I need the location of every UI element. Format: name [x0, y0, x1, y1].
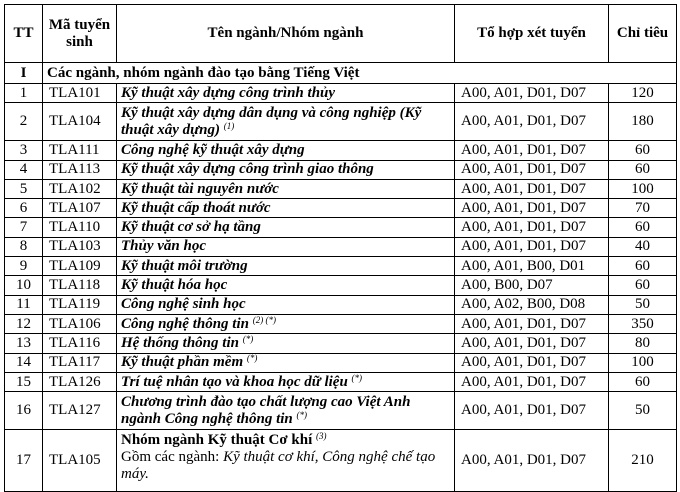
row-name-text: Kỹ thuật xây dựng dân dụng và công nghiệp (Kỹ thuật xây dựng) — [121, 104, 422, 138]
row-footnote-mark: (2) (*) — [252, 314, 276, 325]
table-row — [5, 218, 677, 237]
row-footnote-mark: (*) — [296, 409, 307, 420]
table-row — [5, 392, 677, 430]
row-name-text: Công nghệ thông tin — [121, 315, 249, 332]
row-number: 10 — [5, 276, 43, 295]
table-row — [5, 257, 677, 276]
row-name — [117, 295, 455, 314]
header-row — [5, 5, 677, 63]
table-row — [5, 295, 677, 314]
row-footnote-mark: (*) — [351, 372, 363, 383]
row-footnote-mark: (3) — [316, 431, 327, 442]
row-name — [117, 334, 455, 353]
row-name — [117, 392, 455, 430]
row-number: 11 — [5, 295, 43, 314]
row-quota: 100 — [609, 179, 677, 198]
row-combo: A00, A01, D01, D07 — [455, 392, 609, 430]
row-name — [117, 353, 455, 372]
row-quota: 100 — [609, 353, 677, 372]
header-name: Tên ngành/Nhóm ngành — [117, 5, 455, 63]
row-footnote-mark: (1) — [223, 120, 235, 131]
row-combo: A00, A01, D01, D07 — [455, 334, 609, 353]
row-number: 15 — [5, 372, 43, 391]
header-code: Mã tuyển sinh — [43, 5, 117, 63]
header-quota: Chỉ tiêu — [609, 5, 677, 63]
row-quota: 180 — [609, 103, 677, 141]
row-quota: 60 — [609, 160, 677, 179]
row-name — [117, 314, 455, 333]
row-quota: 80 — [609, 334, 677, 353]
row-quota: 210 — [609, 430, 677, 492]
row-code: TLA126 — [43, 372, 117, 391]
row-footnote-mark: (*) — [242, 333, 254, 344]
table-row — [5, 372, 677, 391]
row-quota: 60 — [609, 141, 677, 160]
section-number: I — [5, 63, 43, 84]
row-code: TLA107 — [43, 199, 117, 218]
row-number: 7 — [5, 218, 43, 237]
row-name — [117, 179, 455, 198]
row-quota: 60 — [609, 218, 677, 237]
row-name-text: Trí tuệ nhân tạo và khoa học dữ liệu — [121, 373, 348, 390]
header-combo: Tổ hợp xét tuyển — [455, 5, 609, 63]
row-combo: A00, A02, B00, D08 — [455, 295, 609, 314]
row-combo: A00, A01, D01, D07 — [455, 179, 609, 198]
row-code: TLA104 — [43, 103, 117, 141]
row-code: TLA102 — [43, 179, 117, 198]
row-name — [117, 84, 455, 103]
row-code: TLA116 — [43, 334, 117, 353]
row-code: TLA117 — [43, 353, 117, 372]
row-quota: 120 — [609, 84, 677, 103]
row-footnote-mark: (*) — [246, 353, 258, 364]
row-combo: A00, A01, D01, D07 — [455, 372, 609, 391]
row-name — [117, 218, 455, 237]
table-row — [5, 160, 677, 179]
row-name-text: Kỹ thuật xây dựng công trình giao thông — [121, 161, 374, 178]
row-name — [117, 430, 455, 492]
row-name — [117, 276, 455, 295]
row-name-text: Kỹ thuật phần mềm — [121, 354, 244, 371]
row-combo: A00, A01, D01, D07 — [455, 141, 609, 160]
row-number: 17 — [5, 430, 43, 492]
table-row — [5, 199, 677, 218]
row-name — [117, 141, 455, 160]
row-number: 4 — [5, 160, 43, 179]
table-row — [5, 179, 677, 198]
row-name-text: Công nghệ kỹ thuật xây dựng — [121, 141, 305, 158]
row-code: TLA118 — [43, 276, 117, 295]
table-row — [5, 314, 677, 333]
row-number: 2 — [5, 103, 43, 141]
table-row — [5, 237, 677, 256]
row-code: TLA103 — [43, 237, 117, 256]
row-code: TLA110 — [43, 218, 117, 237]
row-quota: 350 — [609, 314, 677, 333]
row-quota: 50 — [609, 295, 677, 314]
group-members-prefix: Gồm các ngành: — [121, 449, 220, 466]
row-number: 12 — [5, 314, 43, 333]
row-quota: 50 — [609, 392, 677, 430]
row-name — [117, 372, 455, 391]
row-number: 8 — [5, 237, 43, 256]
row-code: TLA109 — [43, 257, 117, 276]
table-row-group — [5, 430, 677, 492]
row-number: 5 — [5, 179, 43, 198]
row-name — [117, 257, 455, 276]
row-quota: 60 — [609, 372, 677, 391]
row-combo: A00, A01, D01, D07 — [455, 430, 609, 492]
row-code: TLA101 — [43, 84, 117, 103]
section-row — [5, 63, 677, 84]
table-row — [5, 84, 677, 103]
table-row — [5, 103, 677, 141]
row-name-text: Kỹ thuật môi trường — [121, 257, 248, 274]
row-name — [117, 199, 455, 218]
row-combo: A00, A01, D01, D07 — [455, 314, 609, 333]
row-name-text: Kỹ thuật tài nguyên nước — [121, 180, 279, 197]
row-combo: A00, A01, D01, D07 — [455, 160, 609, 179]
row-name-text: Kỹ thuật hóa học — [121, 277, 228, 294]
row-number: 13 — [5, 334, 43, 353]
row-code: TLA105 — [43, 430, 117, 492]
group-members-list: Kỹ thuật cơ khí, Công nghệ chế tạo máy. — [121, 449, 436, 483]
row-quota: 60 — [609, 257, 677, 276]
row-quota: 70 — [609, 199, 677, 218]
row-name — [117, 160, 455, 179]
row-code: TLA106 — [43, 314, 117, 333]
row-number: 9 — [5, 257, 43, 276]
row-combo: A00, A01, B00, D01 — [455, 257, 609, 276]
row-code: TLA111 — [43, 141, 117, 160]
row-combo: A00, A01, D01, D07 — [455, 199, 609, 218]
row-combo: A00, A01, D01, D07 — [455, 353, 609, 372]
group-members — [121, 449, 450, 483]
row-name-text: Hệ thống thông tin — [121, 334, 239, 351]
row-quota: 60 — [609, 276, 677, 295]
row-code: TLA119 — [43, 295, 117, 314]
row-name-text: Kỹ thuật cơ sở hạ tầng — [121, 219, 261, 236]
row-number: 1 — [5, 84, 43, 103]
header-tt: TT — [5, 5, 43, 63]
row-number: 6 — [5, 199, 43, 218]
row-combo: A00, B00, D07 — [455, 276, 609, 295]
section-title: Các ngành, nhóm ngành đào tạo bằng Tiếng Việt — [43, 63, 677, 84]
row-name — [117, 237, 455, 256]
row-quota: 40 — [609, 237, 677, 256]
row-combo: A00, A01, D01, D07 — [455, 84, 609, 103]
table-row — [5, 141, 677, 160]
row-name-text: Thủy văn học — [121, 238, 207, 255]
row-name-text: Công nghệ sinh học — [121, 296, 246, 313]
row-number: 14 — [5, 353, 43, 372]
row-combo: A00, A01, D01, D07 — [455, 237, 609, 256]
row-code: TLA127 — [43, 392, 117, 430]
row-combo: A00, A01, D01, D07 — [455, 103, 609, 141]
table-row — [5, 353, 677, 372]
admission-table — [4, 4, 677, 492]
table-row — [5, 334, 677, 353]
row-name-text: Kỹ thuật cấp thoát nước — [121, 199, 271, 216]
row-combo: A00, A01, D01, D07 — [455, 218, 609, 237]
row-name-text: Kỹ thuật xây dựng công trình thủy — [121, 84, 336, 101]
table-row — [5, 276, 677, 295]
row-number: 16 — [5, 392, 43, 430]
group-title: Nhóm ngành Kỹ thuật Cơ khí — [121, 432, 313, 449]
row-name — [117, 103, 455, 141]
row-code: TLA113 — [43, 160, 117, 179]
row-name-text: Chương trình đào tạo chất lượng cao Việt Anh ngành Công nghệ thông tin — [121, 393, 411, 427]
row-number: 3 — [5, 141, 43, 160]
